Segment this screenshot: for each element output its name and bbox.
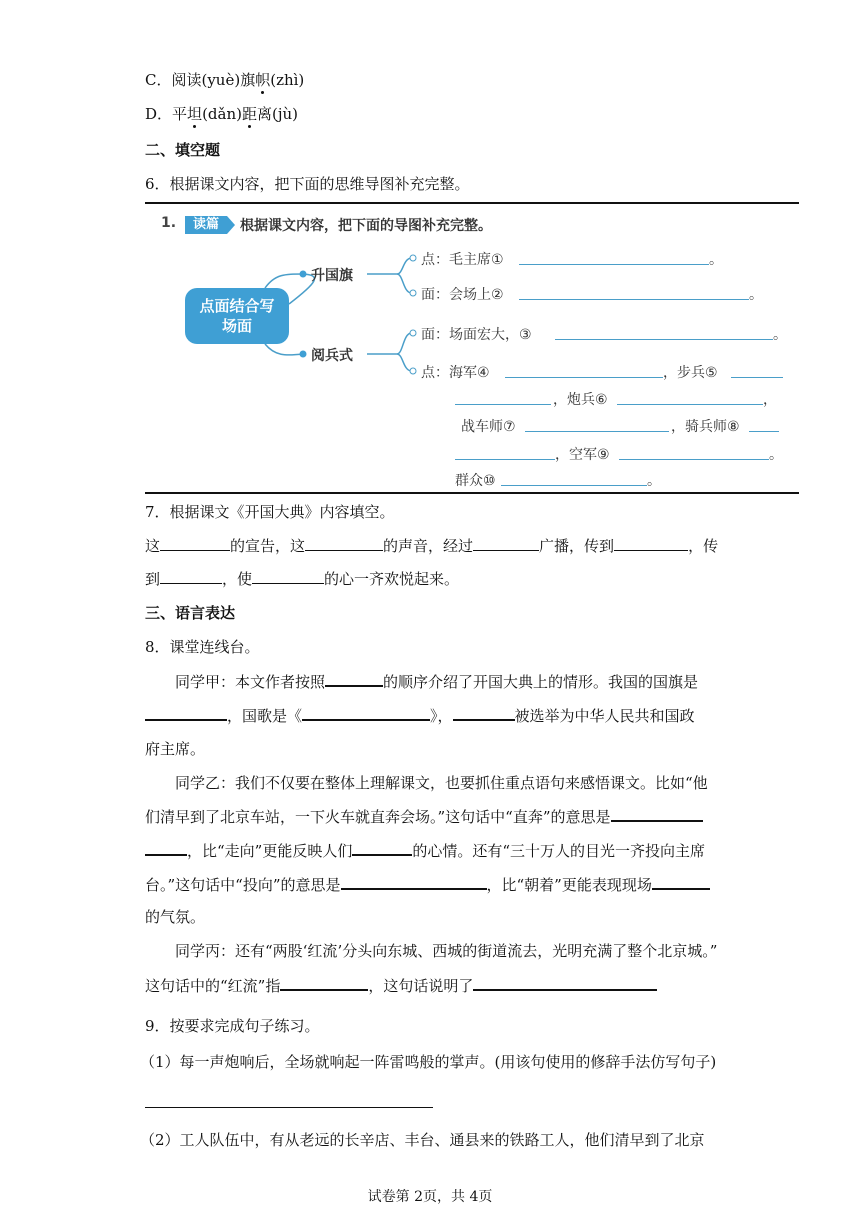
blank-4[interactable] bbox=[505, 377, 663, 378]
q8-a-line-2: ，国歌是《 》， 被选举为中华人民共和国政 bbox=[145, 705, 695, 726]
q8-blank-zhiben[interactable] bbox=[611, 806, 703, 822]
page-footer: 试卷第 2页，共 4页 bbox=[367, 1189, 493, 1205]
blank-9[interactable] bbox=[619, 459, 769, 460]
question-6-stem: 6．根据课文内容，把下面的思维导图补充完整。 bbox=[145, 175, 470, 193]
blank-10[interactable] bbox=[501, 485, 647, 486]
mind-map-number: 1. bbox=[161, 215, 177, 231]
mind-map-instruction: 根据课文内容，把下面的导图补充完整。 bbox=[240, 218, 492, 234]
blank-3-label: 面：场面宏大，③ bbox=[421, 327, 532, 343]
blank-3[interactable] bbox=[555, 339, 773, 340]
option-d: D．平坦(dǎn)距离(jù) bbox=[145, 105, 299, 123]
blank-8-label: ，骑兵师⑧ bbox=[671, 419, 740, 435]
blank-7-label: 战车师⑦ bbox=[461, 419, 516, 435]
branch-flag-raising: 升国旗 bbox=[311, 268, 353, 284]
blank-5-label: ，步兵⑤ bbox=[663, 365, 718, 381]
blank-2[interactable] bbox=[519, 299, 749, 300]
mind-map-badge: 读篇 bbox=[185, 216, 227, 234]
blank-6-label: ，炮兵⑥ bbox=[553, 392, 608, 408]
q9-answer-line-1[interactable] bbox=[145, 1107, 433, 1108]
q8-blank-zhiben-cont[interactable] bbox=[145, 840, 187, 856]
dotted-char: 距 bbox=[241, 105, 257, 123]
q8-blank-chairman[interactable] bbox=[453, 705, 515, 721]
blank-9-label: ，空军⑨ bbox=[555, 447, 610, 463]
q8-b-line-2: 们清早到了北京车站，一下火车就直奔会场。”这句话中“直奔”的意思是 bbox=[145, 806, 703, 827]
blank-8[interactable] bbox=[749, 431, 779, 432]
blank-6[interactable] bbox=[617, 404, 763, 405]
q8-b-line-1: 同学乙：我们不仅要在整体上理解课文，也要抓住重点语句来感悟课文。比如“他 bbox=[175, 774, 708, 792]
q7-blank-1[interactable] bbox=[160, 536, 230, 551]
blank-4-label: 点：海军④ bbox=[421, 365, 490, 381]
q8-b-line-3: ，比“走向”更能反映人们 的心情。还有“三十万人的目光一齐投向主席 bbox=[145, 840, 705, 861]
q8-blank-anthem[interactable] bbox=[302, 705, 430, 721]
blank-7[interactable] bbox=[525, 431, 669, 432]
q8-blank-flag[interactable] bbox=[145, 705, 227, 721]
section-fill-in-title: 二、填空题 bbox=[145, 141, 221, 159]
q8-c-line-1: 同学丙：还有“两股‘红流’分头向东城、西城的街道流去，光明充满了整个北京城。” bbox=[175, 942, 718, 960]
mind-map-connectors bbox=[145, 204, 799, 492]
blank-5[interactable] bbox=[731, 377, 783, 378]
q7-blank-4[interactable] bbox=[614, 536, 688, 551]
q8-c-line-2: 这句话中的“红流”指 ，这句话说明了 bbox=[145, 975, 657, 996]
question-9-stem: 9．按要求完成句子练习。 bbox=[145, 1017, 320, 1035]
blank-1-label: 点：毛主席① bbox=[421, 252, 504, 268]
question-7-line-2: 到 ，使 的心一齐欢悦起来。 bbox=[145, 570, 460, 588]
question-8-stem: 8．课堂连线台。 bbox=[145, 638, 260, 656]
blank-1[interactable] bbox=[519, 264, 709, 265]
q7-blank-3[interactable] bbox=[473, 536, 539, 551]
blank-10-label: 群众⑩ bbox=[455, 473, 496, 489]
section-expression-title: 三、语言表达 bbox=[145, 604, 236, 622]
blank-5-cont[interactable] bbox=[455, 404, 551, 405]
q7-blank-5[interactable] bbox=[160, 569, 222, 584]
q7-blank-2[interactable] bbox=[305, 536, 383, 551]
q8-blank-atmosphere[interactable] bbox=[652, 874, 710, 890]
blank-8-cont[interactable] bbox=[455, 459, 555, 460]
q8-blank-order[interactable] bbox=[325, 671, 383, 687]
q7-blank-6[interactable] bbox=[252, 569, 324, 584]
q9-sentence-2: （2）工人队伍中，有从老远的长辛店、丰台、通县来的铁路工人，他们清早到了北京 bbox=[140, 1131, 705, 1149]
q8-blank-touxiang[interactable] bbox=[341, 874, 487, 890]
branch-parade: 阅兵式 bbox=[311, 348, 353, 364]
question-7-stem: 7．根据课文《开国大典》内容填空。 bbox=[145, 503, 395, 521]
dotted-char: 帜 bbox=[255, 71, 271, 89]
q8-a-line-1: 同学甲：本文作者按照 的顺序介绍了开国大典上的情形。我国的国旗是 bbox=[175, 673, 699, 691]
q8-blank-mood[interactable] bbox=[352, 840, 412, 856]
mind-map-figure: 1. 读篇 根据课文内容，把下面的导图补充完整。 点面结合写场面 升国旗 阅兵式 点：毛主席① 。 面：会场上② 。 面：场面宏大，③ 。 点：海军④ ，步兵⑤ ，炮兵⑥ ， 战车师⑦ ，骑兵师⑧ ，空军⑨ 。 群众⑩ 。 bbox=[145, 202, 799, 494]
q8-a-line-3: 府主席。 bbox=[145, 740, 206, 758]
q8-b-line-5: 的气氛。 bbox=[145, 908, 206, 926]
q8-b-line-4: 台。”这句话中“投向”的意思是 ，比“朝着”更能表现现场 bbox=[145, 874, 710, 895]
q8-blank-explain[interactable] bbox=[473, 975, 657, 991]
mind-map-center-node: 点面结合写场面 bbox=[185, 288, 289, 344]
q9-sentence-1: （1）每一声炮响后，全场就响起一阵雷鸣般的掌声。(用该句使用的修辞手法仿写句子) bbox=[140, 1053, 717, 1071]
dotted-char: 坦 bbox=[187, 105, 203, 123]
q8-blank-redstream[interactable] bbox=[280, 975, 368, 991]
question-7-line-1: 这 的宣告，这 的声音，经过 广播，传到 ，传 bbox=[145, 537, 719, 555]
blank-2-label: 面：会场上② bbox=[421, 287, 504, 303]
option-c: C．阅读(yuè)旗帜(zhì) bbox=[145, 71, 305, 89]
